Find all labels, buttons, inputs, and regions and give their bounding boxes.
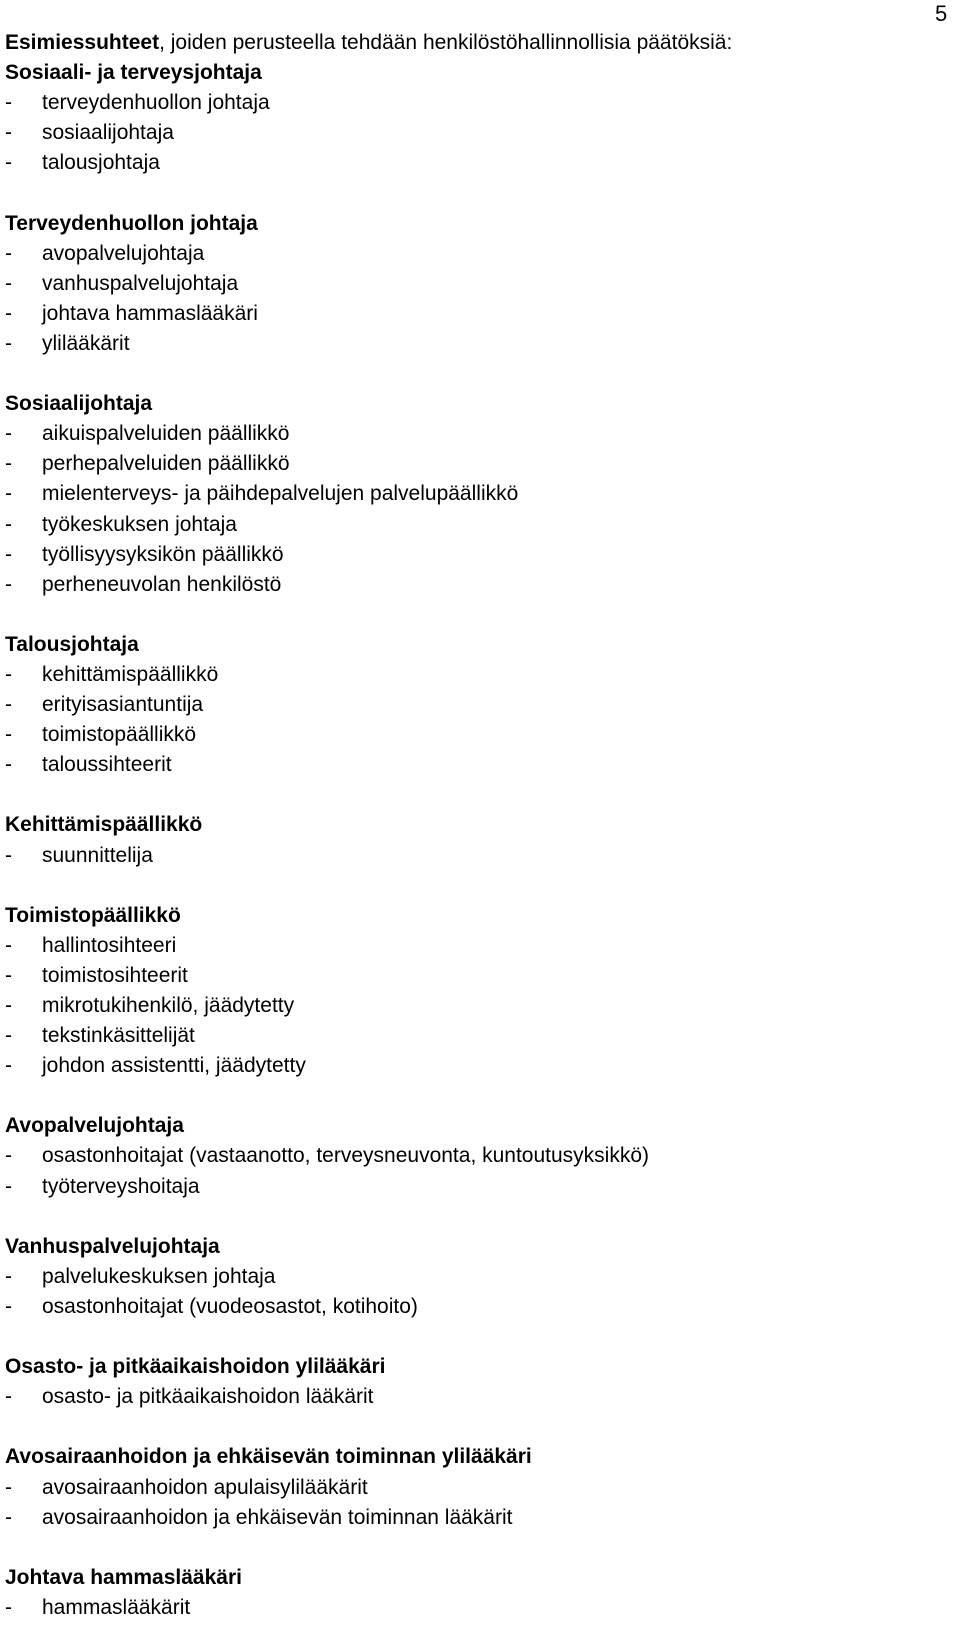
dash-marker: - (5, 151, 12, 175)
list-item-text: avopalvelujohtaja (42, 241, 205, 265)
list-item (5, 570, 925, 600)
dash-marker: - (5, 512, 12, 536)
list-item-text: mikrotukihenkilö, jäädytetty (42, 994, 295, 1017)
subordinate-list (5, 841, 925, 871)
intro-rest: , joiden perusteella tehdään henkilöstöhallinnollisia päätöksiä: (159, 31, 733, 54)
org-section (5, 1111, 925, 1201)
list-item-text: suunnittelija (42, 843, 153, 867)
dash-marker: - (5, 1385, 12, 1409)
list-item-text: työllisyysyksikön päällikkö (42, 542, 284, 566)
dash-marker: - (5, 422, 12, 446)
list-item-text: osastonhoitajat (vastaanotto, terveysneuvonta, kuntoutusyksikkö) (42, 1144, 650, 1168)
list-item (5, 118, 925, 148)
dash-marker: - (5, 542, 12, 566)
list-item (5, 239, 925, 269)
org-section (5, 901, 925, 1082)
section-heading: Talousjohtaja (5, 632, 139, 656)
dash-marker: - (5, 1054, 12, 1078)
subordinate-list (5, 1382, 925, 1412)
list-item-text: sosiaalijohtaja (42, 121, 174, 145)
dash-marker: - (5, 301, 12, 325)
list-item-text: avosairaanhoidon ja ehkäisevän toiminnan lääkärit (42, 1505, 513, 1529)
dash-marker: - (5, 723, 12, 747)
dash-marker: - (5, 1144, 12, 1168)
list-item (5, 1382, 925, 1412)
dash-marker: - (5, 241, 12, 265)
dash-marker: - (5, 1024, 12, 1048)
dash-marker: - (5, 1264, 12, 1288)
list-item (5, 449, 925, 479)
list-item (5, 961, 925, 991)
section-heading: Johtava hammaslääkäri (5, 1565, 242, 1589)
dash-marker: - (5, 482, 12, 506)
dash-marker: - (5, 963, 12, 987)
subordinate-list (5, 1593, 925, 1623)
list-item-text: kehittämispäällikkö (42, 662, 219, 686)
list-item-text: aikuispalveluiden päällikkö (42, 422, 290, 446)
dash-marker: - (5, 1294, 12, 1318)
list-item (5, 1141, 925, 1171)
list-item (5, 269, 925, 299)
list-item-text: osasto- ja pitkäaikaishoidon lääkärit (42, 1385, 374, 1409)
dash-marker: - (5, 994, 12, 1017)
section-heading: Vanhuspalvelujohtaja (5, 1234, 220, 1258)
list-item-text: johdon assistentti, jäädytetty (42, 1054, 306, 1078)
dash-marker: - (5, 331, 12, 355)
org-section (5, 209, 925, 359)
list-item-text: vanhuspalvelujohtaja (42, 271, 239, 295)
list-item (5, 1593, 925, 1623)
list-item-text: taloussihteerit (42, 753, 172, 777)
dash-marker: - (5, 452, 12, 476)
list-item-text: talousjohtaja (42, 151, 160, 175)
list-item (5, 148, 925, 178)
subordinate-list (5, 1473, 925, 1533)
list-item-text: toimistopäällikkö (42, 723, 197, 747)
list-item-text: terveydenhuollon johtaja (42, 91, 270, 115)
dash-marker: - (5, 1595, 12, 1619)
subordinate-list (5, 88, 925, 178)
subordinate-list (5, 419, 925, 600)
org-section (5, 630, 925, 780)
list-item (5, 329, 925, 359)
list-item-text: toimistosihteerit (42, 963, 188, 987)
list-item-text: hallintosihteeri (42, 933, 177, 957)
list-item (5, 299, 925, 329)
section-heading: Sosiaali- ja terveysjohtaja (5, 61, 262, 85)
dash-marker: - (5, 91, 12, 115)
sections-container (5, 58, 925, 1623)
section-heading: Avosairaanhoidon ja ehkäisevän toiminnan ylilääkäri (5, 1445, 532, 1469)
section-heading: Osasto- ja pitkäaikaishoidon ylilääkäri (5, 1355, 386, 1379)
page-number: 5 (935, 1, 948, 26)
list-item (5, 750, 925, 780)
org-section (5, 58, 925, 178)
dash-marker: - (5, 121, 12, 145)
list-item-text: tekstinkäsittelijät (42, 1024, 195, 1048)
subordinate-list (5, 660, 925, 780)
list-item (5, 1292, 925, 1322)
org-section (5, 389, 925, 600)
section-heading: Kehittämispäällikkö (5, 813, 203, 837)
list-item (5, 419, 925, 449)
subordinate-list (5, 239, 925, 359)
list-item (5, 720, 925, 750)
dash-marker: - (5, 1174, 12, 1198)
dash-marker: - (5, 1505, 12, 1529)
subordinate-list (5, 1141, 925, 1201)
org-section (5, 1442, 925, 1532)
dash-marker: - (5, 1475, 12, 1499)
org-section (5, 1563, 925, 1623)
intro-paragraph (5, 28, 925, 58)
list-item (5, 841, 925, 871)
dash-marker: - (5, 843, 12, 867)
list-item (5, 1262, 925, 1292)
list-item-text: mielenterveys- ja päihdepalvelujen palvelupäällikkö (42, 482, 519, 506)
dash-marker: - (5, 271, 12, 295)
list-item (5, 1051, 925, 1081)
list-item-text: avosairaanhoidon apulaisylilääkärit (42, 1475, 368, 1499)
list-item (5, 931, 925, 961)
section-heading: Sosiaalijohtaja (5, 392, 153, 416)
list-item-text: hammaslääkärit (42, 1595, 191, 1619)
list-item (5, 991, 925, 1021)
list-item (5, 510, 925, 540)
dash-marker: - (5, 662, 12, 686)
list-item-text: työkeskuksen johtaja (42, 512, 237, 536)
list-item-text: johtava hammaslääkäri (42, 301, 258, 325)
list-item-text: perheneuvolan henkilöstö (42, 572, 282, 596)
list-item (5, 88, 925, 118)
list-item (5, 479, 925, 509)
list-item (5, 1473, 925, 1503)
document-body (5, 28, 925, 1623)
list-item (5, 1021, 925, 1051)
subordinate-list (5, 1262, 925, 1322)
dash-marker: - (5, 753, 12, 777)
dash-marker: - (5, 693, 12, 717)
list-item (5, 1172, 925, 1202)
list-item-text: erityisasiantuntija (42, 693, 204, 717)
org-section (5, 810, 925, 870)
list-item (5, 690, 925, 720)
section-heading: Terveydenhuollon johtaja (5, 211, 258, 235)
org-section (5, 1232, 925, 1322)
intro-lead: Esimiessuhteet (5, 31, 160, 54)
org-section (5, 1352, 925, 1412)
subordinate-list (5, 931, 925, 1081)
list-item (5, 540, 925, 570)
section-heading: Toimistopäällikkö (5, 903, 181, 927)
list-item-text: perhepalveluiden päällikkö (42, 452, 290, 476)
list-item-text: ylilääkärit (42, 331, 130, 355)
dash-marker: - (5, 933, 12, 957)
list-item (5, 660, 925, 690)
section-heading: Avopalvelujohtaja (5, 1114, 184, 1138)
list-item-text: osastonhoitajat (vuodeosastot, kotihoito) (42, 1294, 418, 1318)
list-item (5, 1503, 925, 1533)
list-item-text: työterveyshoitaja (42, 1174, 200, 1198)
dash-marker: - (5, 572, 12, 596)
list-item-text: palvelukeskuksen johtaja (42, 1264, 276, 1288)
